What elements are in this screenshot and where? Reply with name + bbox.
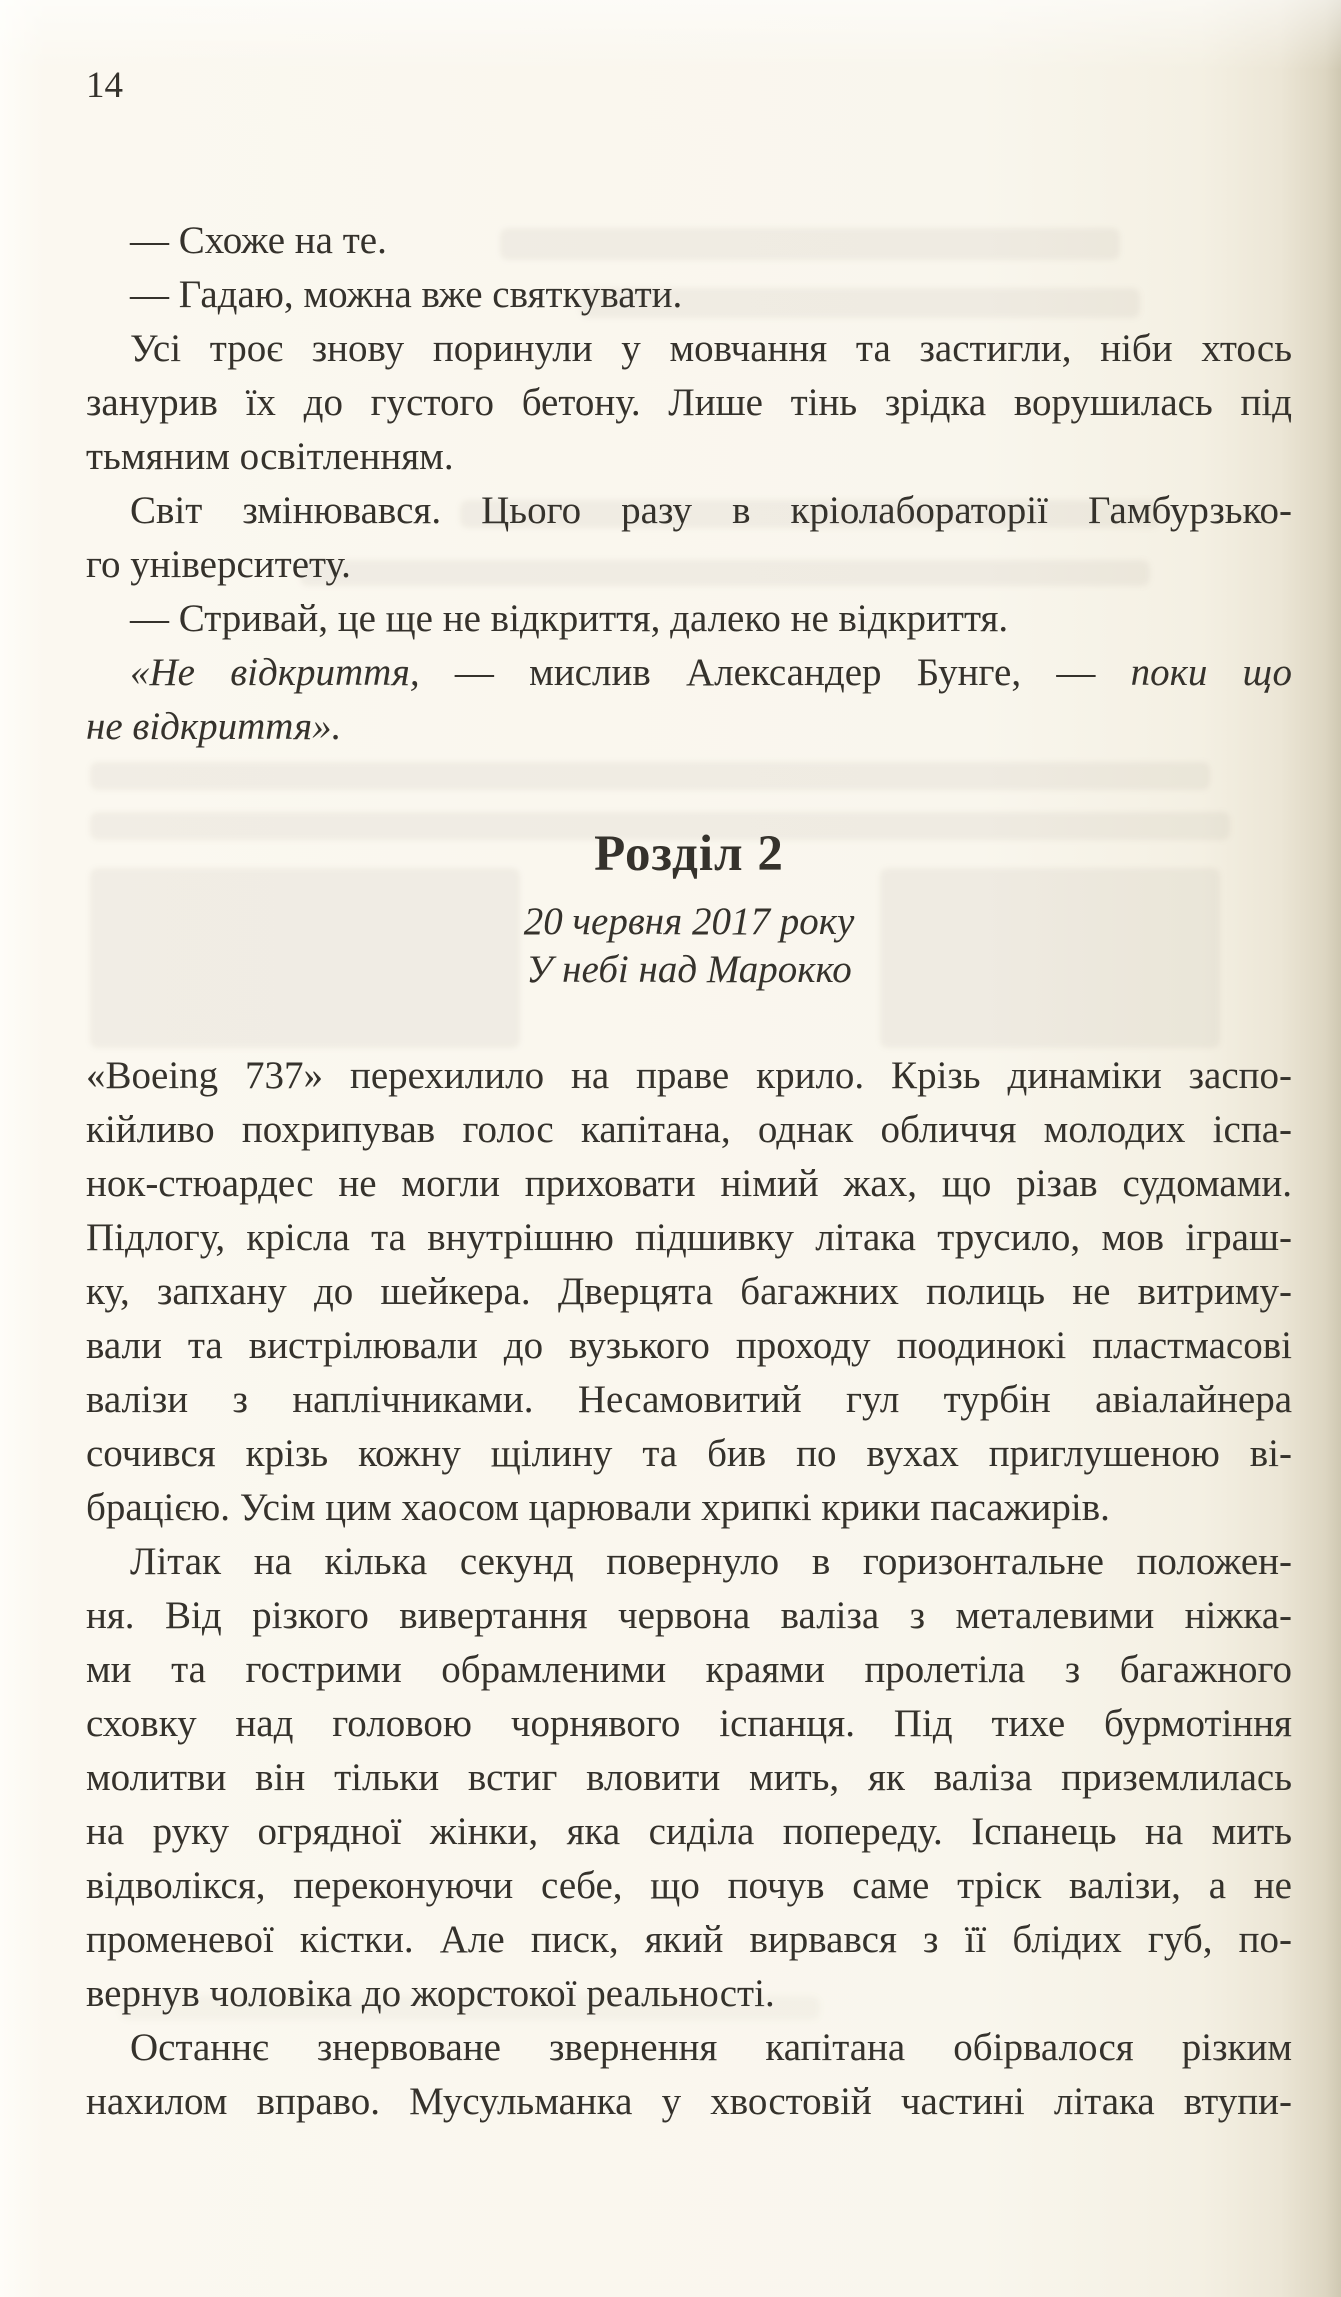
text-segment: молитви він тільки встиг вловити мить, як валіза приземлилась: [86, 1756, 1292, 1799]
text-segment: го університету.: [86, 543, 351, 586]
text-segment: поки що: [1130, 651, 1292, 694]
text-segment: брацією. Усім цим хаосом царювали хрипкі крики пасажирів.: [86, 1486, 1110, 1529]
text-block: [86, 214, 1292, 2129]
text-line: [86, 1481, 1292, 1535]
text-line: [86, 322, 1292, 376]
text-segment: не відкриття».: [86, 705, 342, 748]
chapter-date: [86, 898, 1292, 946]
text-line: [86, 1265, 1292, 1319]
text-line: [86, 1373, 1292, 1427]
text-line: [86, 430, 1292, 484]
text-line: [86, 1427, 1292, 1481]
text-segment: променевої кістки. Але писк, який вирвався з її блідих губ, по-: [86, 1918, 1292, 1961]
text-segment: У небі над Марокко: [526, 948, 852, 991]
text-segment: Літак на кілька секунд повернуло в горизонтальне положен-: [130, 1540, 1292, 1583]
text-segment: нок-стюардес не могли приховати німий жах, що різав судомами.: [86, 1162, 1292, 1205]
text-segment: — мислив Александер Бунге, —: [454, 651, 1131, 694]
chapter-location: [86, 946, 1292, 994]
text-line: [86, 2075, 1292, 2129]
page-number: 14: [86, 65, 123, 106]
text-segment: Підлогу, крісла та внутрішню підшивку літака трусило, мов іграш-: [86, 1216, 1292, 1259]
text-line: [86, 214, 1292, 268]
text-segment: тьмяним освітленням.: [86, 435, 454, 478]
text-line: [86, 1697, 1292, 1751]
text-line: [86, 1643, 1292, 1697]
text-segment: 20 червня 2017 року: [523, 900, 855, 943]
text-segment: сочився крізь кожну щілину та бив по вухах приглушеною ві-: [86, 1432, 1292, 1475]
text-segment: Останнє знервоване звернення капітана обірвалося різким: [130, 2026, 1292, 2069]
text-line: [86, 2021, 1292, 2075]
text-line: [86, 1967, 1292, 2021]
text-segment: Світ змінювався. Цього разу в кріолабораторії Гамбурзько-: [130, 489, 1292, 532]
text-line: [86, 1535, 1292, 1589]
text-segment: ми та гострими обрамленими краями пролетіла з багажного: [86, 1648, 1292, 1691]
text-line: [86, 700, 1292, 754]
text-segment: нахилом вправо. Мусульманка у хвостовій частині літака втупи-: [86, 2080, 1292, 2123]
text-segment: Розділ 2: [594, 826, 784, 882]
text-line: [86, 1913, 1292, 1967]
text-segment: ку, запхану до шейкера. Дверцята багажних полиць не витриму-: [86, 1270, 1292, 1313]
text-line: [86, 1157, 1292, 1211]
vertical-gap: [86, 994, 1292, 1049]
text-line: [86, 1751, 1292, 1805]
text-segment: — Схоже на те.: [130, 219, 387, 262]
chapter-heading: [86, 824, 1292, 884]
text-segment: вали та вистрілювали до вузького проходу поодинокі пластмасові: [86, 1324, 1292, 1367]
text-line: [86, 1805, 1292, 1859]
text-segment: сховку над головою чорнявого іспанця. Під тихе бурмотіння: [86, 1702, 1292, 1745]
text-line: [86, 592, 1292, 646]
text-line: [86, 1103, 1292, 1157]
text-segment: занурив їх до густого бетону. Лише тінь зрідка ворушилась під: [86, 381, 1292, 424]
text-segment: на руку огрядної жінки, яка сиділа попереду. Іспанець на мить: [86, 1810, 1292, 1853]
text-line: [86, 1589, 1292, 1643]
text-segment: ня. Від різкого вивертання червона валіза з металевими ніжка-: [86, 1594, 1292, 1637]
text-line: [86, 1319, 1292, 1373]
text-line: [86, 376, 1292, 430]
text-line: [86, 1049, 1292, 1103]
text-segment: Усі троє знову поринули у мовчання та застигли, ніби хтось: [130, 327, 1292, 370]
text-segment: кійливо похрипував голос капітана, однак обличчя молодих іспа-: [86, 1108, 1292, 1151]
text-segment: відволікся, переконуючи себе, що почув саме тріск валізи, а не: [86, 1864, 1292, 1907]
text-line: [86, 484, 1292, 538]
text-line: [86, 1211, 1292, 1265]
text-line: [86, 538, 1292, 592]
text-segment: вернув чоловіка до жорстокої реальності.: [86, 1972, 775, 2015]
vertical-gap: [86, 884, 1292, 898]
vertical-gap: [86, 754, 1292, 824]
text-line: [86, 1859, 1292, 1913]
text-segment: валізи з наплічниками. Несамовитий гул турбін авіалайнера: [86, 1378, 1292, 1421]
text-segment: — Гадаю, можна вже святкувати.: [130, 273, 683, 316]
text-line: [86, 646, 1292, 700]
text-segment: «Не відкриття,: [130, 651, 455, 694]
text-line: [86, 268, 1292, 322]
text-segment: «Boeing 737» перехилило на праве крило. Крізь динаміки заспо-: [86, 1054, 1292, 1097]
text-segment: — Стривай, це ще не відкриття, далеко не відкриття.: [130, 597, 1009, 640]
